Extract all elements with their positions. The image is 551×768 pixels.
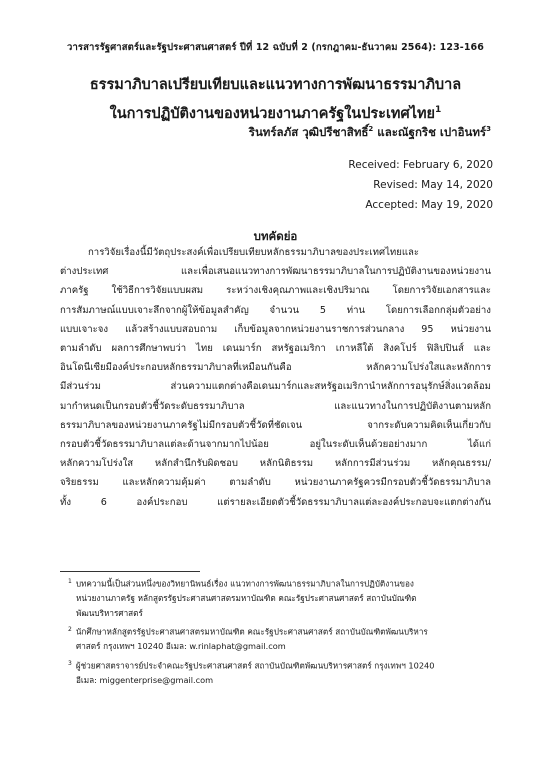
paper-title: [60, 73, 491, 127]
abstract-line: ทั้ง 6 องค์ประกอบ แต่รายละเอียดตัวชี้วัดธรรมาภิบาลแต่ละองค์ประกอบจะแตกต่างกัน: [60, 496, 491, 508]
author-1: รินทร์ลภัส วุฒิปรีชาสิทธิ์: [248, 125, 369, 139]
abstract-line: มีส่วนร่วม ส่วนความแตกต่างคือเดนมาร์กและสหรัฐอเมริกานำหลักการอนุรักษ์สิ่งแวดล้อม: [60, 381, 491, 393]
footnote-1-line-2: หน่วยงานภาครัฐ หลักสูตรรัฐประศาสนศาสตรมหาบัณฑิต คณะรัฐประศาสนศาสตร์ สถาบันบัณฑิต: [76, 593, 417, 604]
journal-header: วารสารรัฐศาสตร์และรัฐประศาสนศาสตร์ ปีที่ 12 ฉบับที่ 2 (กรกฎาคม-ธันวาคม 2564): 123-166: [67, 42, 484, 53]
footnotes: [60, 575, 491, 691]
footnote-3-line-2: อีเมล: miggenterprise@gmail.com: [76, 675, 214, 686]
footnote-2: [60, 623, 491, 654]
footnote-3: [60, 657, 491, 688]
abstract-line: ภาครัฐ ใช้วิธีการวิจัยแบบผสม ระหว่างเชิงคุณภาพและเชิงปริมาณ โดยการวิจัยเอกสารและ: [60, 285, 491, 297]
footnote-3-line-1: ผู้ช่วยศาสตราจารย์ประจำคณะรัฐประศาสนศาสตร์ สถาบันบัณฑิตพัฒนบริหารศาสตร์ กรุงเทพฯ 10240: [75, 660, 435, 671]
abstract-line: มากำหนดเป็นกรอบตัวชี้วัดระดับธรรมาภิบาล และแนวทางในการปฏิบัติงานตามหลัก: [60, 400, 491, 412]
footnote-2-line-1: นักศึกษาหลักสูตรรัฐประศาสนศาสตรมหาบัณฑิต คณะรัฐประศาสนศาสตร์ สถาบันบัณฑิตพัฒนบริหาร: [75, 626, 428, 637]
abstract-line: ตามลำดับ ผลการศึกษาพบว่า ไทย เดนมาร์ก สหรัฐอเมริกา เกาหลีใต้ สิงคโปร์ ฟิลิปปินส์ และ: [60, 343, 491, 355]
footnote-3-mark: 3: [68, 659, 72, 667]
title-line-1: ธรรมาภิบาลเปรียบเทียบและแนวทางการพัฒนาธรรมาภิบาล: [89, 77, 462, 93]
submission-dates: [348, 155, 493, 215]
footnote-2-first-line: [60, 623, 491, 639]
abstract-line: การวิจัยเรื่องนี้มีวัตถุประสงค์เพื่อเปรียบเทียบหลักธรรมาภิบาลของประเทศไทยและ: [88, 247, 420, 258]
abstract-line: กรอบตัวชี้วัดธรรมาภิบาลแต่ละด้านจากมากไปน้อย อยู่ในระดับเห็นด้วยอย่างมาก ได้แก่: [60, 439, 491, 451]
footnote-divider: [60, 571, 200, 572]
author-2-mark: 3: [486, 125, 491, 134]
abstract-line: อินโดนีเซียมีองค์ประกอบหลักธรรมาภิบาลที่เหมือนกันคือ หลักความโปร่งใสและหลักการ: [60, 362, 491, 374]
abstract-line: การสัมภาษณ์แบบเจาะลึกจากผู้ให้ข้อมูลสำคัญ จำนวน 5 ท่าน โดยการเลือกกลุ่มตัวอย่าง: [60, 304, 491, 316]
title-line-2-text: ในการปฏิบัติงานของหน่วยงานภาครัฐในประเทศไทย: [109, 105, 436, 122]
title-line-2: [60, 98, 491, 127]
author-2: และณัฐกริช เปาอินทร์: [373, 125, 487, 139]
accepted-date: Accepted: May 19, 2020: [365, 199, 493, 211]
abstract-heading: บทคัดย่อ: [253, 229, 298, 243]
footnote-1-first-line: [60, 575, 491, 591]
author-line: [60, 124, 491, 142]
footnote-3-first-line: [60, 657, 491, 673]
title-footnote-mark: 1: [435, 105, 442, 115]
footnote-1-line-1: บทความนี้เป็นส่วนหนึ่งของวิทยานิพนธ์เรื่อง แนวทางการพัฒนาธรรมาภิบาลในการปฏิบัติงานของ: [75, 578, 414, 589]
footnote-2-mark: 2: [68, 626, 72, 634]
author-1-mark: 2: [368, 125, 374, 134]
received-date: Received: February 6, 2020: [348, 159, 493, 171]
abstract-line: ธรรมาภิบาลของหน่วยงานภาครัฐไม่มีกรอบตัวชี้วัดที่ชัดเจน จากระดับความคิดเห็นเกี่ยวกับ: [60, 419, 491, 431]
abstract-line: แบบเจาะจง แล้วสร้างแบบสอบถาม เก็บข้อมูลจากหน่วยงานราชการส่วนกลาง 95 หน่วยงาน: [60, 323, 491, 335]
abstract-body: [60, 243, 491, 512]
revised-date: Revised: May 14, 2020: [373, 179, 493, 191]
footnote-1: [60, 575, 491, 620]
footnote-1-line-3: พัฒนบริหารศาสตร์: [76, 607, 143, 618]
abstract-line: ต่างประเทศ และเพื่อเสนอแนวทางการพัฒนาธรรมาภิบาลในการปฏิบัติงานของหน่วยงาน: [60, 266, 491, 278]
footnote-2-line-2: ศาสตร์ กรุงเทพฯ 10240 อีเมล: w.rinlaphat@gmail.com: [76, 641, 286, 652]
abstract-line: หลักความโปร่งใส หลักสำนึกรับผิดชอบ หลักนิติธรรม หลักการมีส่วนร่วม หลักคุณธรรม/: [60, 458, 491, 470]
abstract-line: จริยธรรม และหลักความคุ้มค่า ตามลำดับ หน่วยงานภาครัฐควรมีกรอบตัวชี้วัดธรรมาภิบาล: [60, 477, 491, 489]
footnote-1-mark: 1: [68, 578, 72, 585]
